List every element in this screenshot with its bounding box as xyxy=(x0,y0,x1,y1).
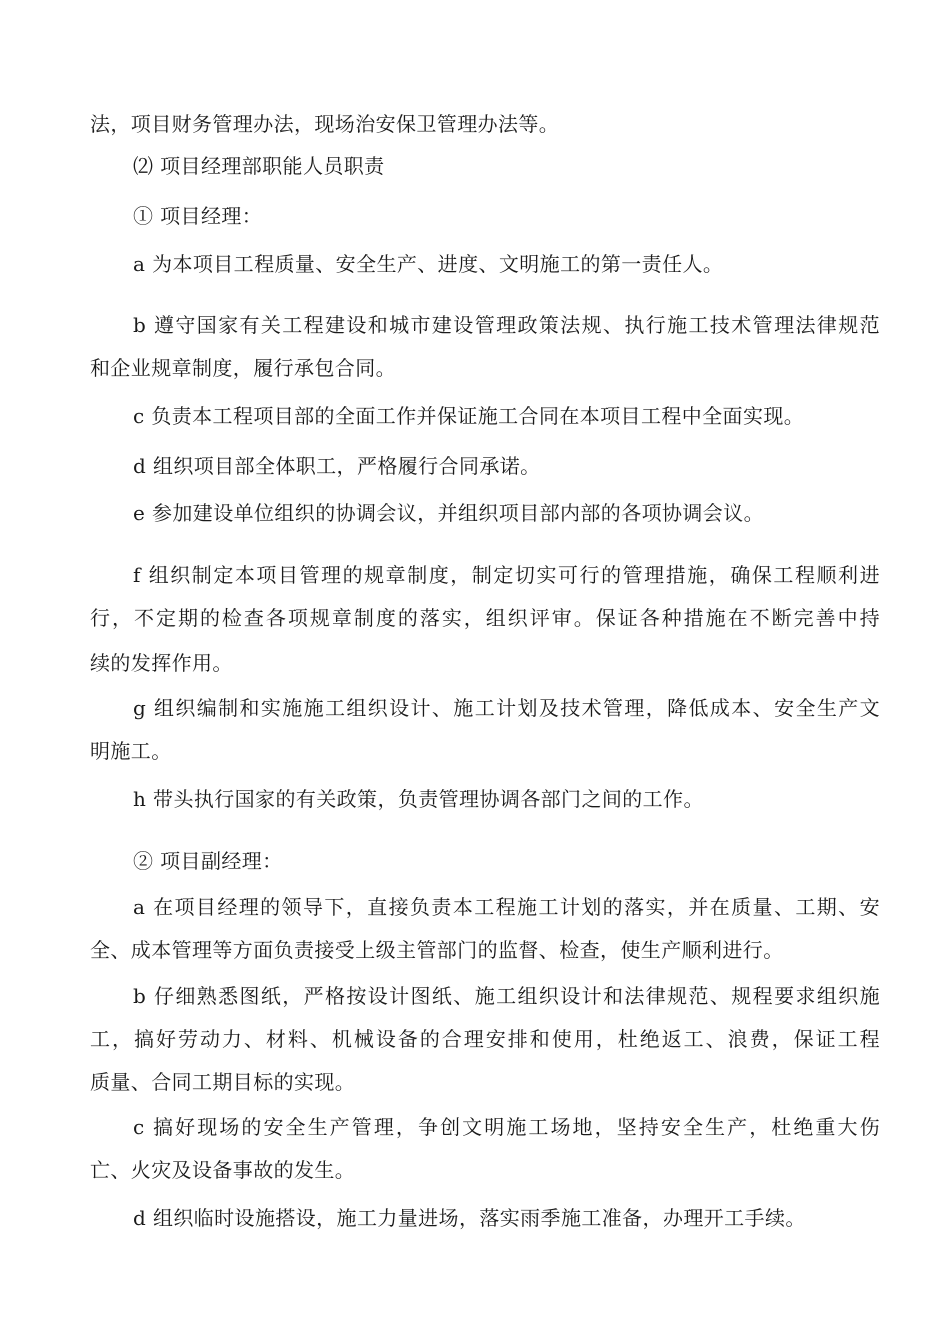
subsection-heading: ② 项目副经理： xyxy=(133,849,283,873)
text-line: 行，不定期的检查各项规章制度的落实，组织评审。保证各种措施在不断完善中持 xyxy=(90,606,880,630)
text-line: 明施工。 xyxy=(90,739,172,763)
text-line: g 组织编制和实施施工组织设计、施工计划及技术管理，降低成本、安全生产文 xyxy=(133,696,880,720)
text-line: e 参加建设单位组织的协调会议，并组织项目部内部的各项协调会议。 xyxy=(133,501,764,525)
text-line: 质量、合同工期目标的实现。 xyxy=(90,1070,356,1094)
text-line: c 负责本工程项目部的全面工作并保证施工合同在本项目工程中全面实现。 xyxy=(133,404,805,428)
text-line: d 组织临时设施搭设，施工力量进场，落实雨季施工准备，办理开工手续。 xyxy=(133,1206,806,1230)
text-line: 工，搞好劳动力、材料、机械设备的合理安排和使用，杜绝返工、浪费，保证工程 xyxy=(90,1027,880,1051)
text-line: b 遵守国家有关工程建设和城市建设管理政策法规、执行施工技术管理法律规范 xyxy=(133,313,880,337)
text-line: f 组织制定本项目管理的规章制度，制定切实可行的管理措施，确保工程顺利进 xyxy=(133,563,880,587)
text-line: a 为本项目工程质量、安全生产、进度、文明施工的第一责任人。 xyxy=(133,252,724,276)
section-heading: ⑵ 项目经理部职能人员职责 xyxy=(133,154,385,178)
text-line: 和企业规章制度，履行承包合同。 xyxy=(90,356,396,380)
text-line: h 带头执行国家的有关政策，负责管理协调各部门之间的工作。 xyxy=(133,787,704,811)
text-line: c 搞好现场的安全生产管理，争创文明施工场地，坚持安全生产，杜绝重大伤 xyxy=(133,1115,880,1139)
text-line: 亡、火灾及设备事故的发生。 xyxy=(90,1158,356,1182)
subsection-heading: ① 项目经理： xyxy=(133,204,263,228)
text-line: b 仔细熟悉图纸，严格按设计图纸、施工组织设计和法律规范、规程要求组织施 xyxy=(133,984,880,1008)
text-line: a 在项目经理的领导下，直接负责本工程施工计划的落实，并在质量、工期、安 xyxy=(133,895,880,919)
text-line: 法，项目财务管理办法，现场治安保卫管理办法等。 xyxy=(90,112,560,136)
text-line: 全、成本管理等方面负责接受上级主管部门的监督、检查，使生产顺利进行。 xyxy=(90,938,784,962)
text-line: 续的发挥作用。 xyxy=(90,651,233,675)
text-line: d 组织项目部全体职工，严格履行合同承诺。 xyxy=(133,454,541,478)
